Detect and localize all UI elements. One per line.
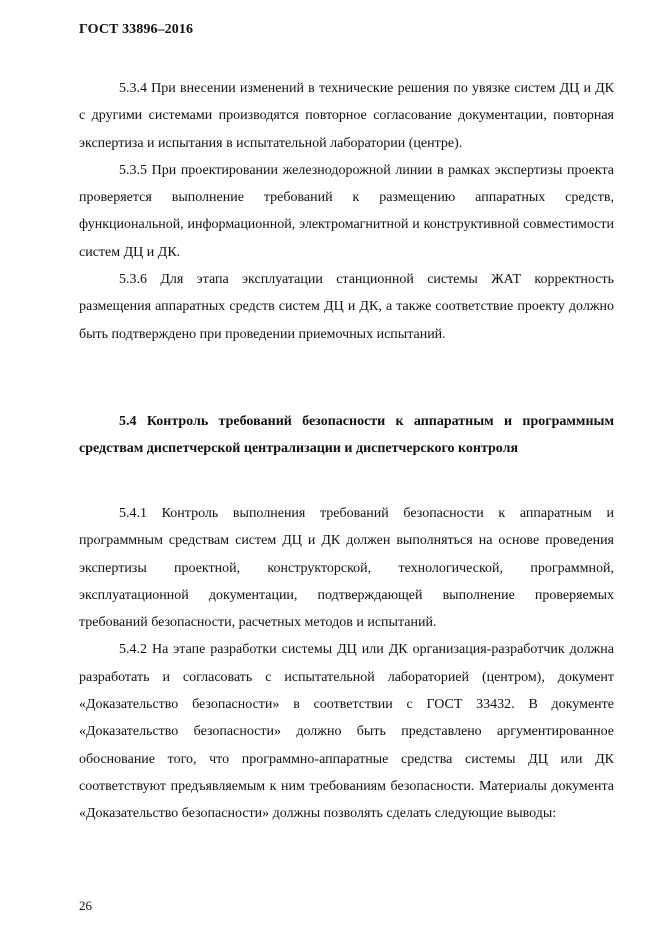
paragraph-5-4-1: 5.4.1 Контроль выполнения требований безопасности к аппаратным и программным средствам систем ДЦ и ДК должен выполняться на основе проведения экспертизы проектной, конструкторской, технологической, программной, эксплуатационной документации, подтверждающей выполнение проверяемых требований безопасности, расчетных методов и испытаний. bbox=[79, 506, 614, 631]
document-code-header: ГОСТ 33896–2016 bbox=[79, 22, 194, 37]
paragraphs-bottom bbox=[79, 500, 614, 828]
paragraph-5-3-6: 5.3.6 Для этапа эксплуатации станционной системы ЖАТ корректность размещения аппаратных средств систем ДЦ и ДК, а также соответствие проекту должно быть подтверждено при проведении приемочных испытаний. bbox=[79, 272, 614, 342]
page-number: 26 bbox=[79, 898, 92, 913]
paragraph-5-3-5: 5.3.5 При проектировании железнодорожной линии в рамках экспертизы проекта проверяется выполнение требований к размещению аппаратных средств, функциональной, информационной, электромагнитной и конструктивной совместимости систем ДЦ и ДК. bbox=[79, 162, 614, 260]
paragraph-5-3-4: 5.3.4 При внесении изменений в технические решения по увязке систем ДЦ и ДК с другими системами производятся повторное согласование документации, повторная экспертиза и испытания в испытательной лаборатории (центре). bbox=[79, 81, 614, 151]
paragraph-5-4-2: 5.4.2 На этапе разработки системы ДЦ или ДК организация-разработчик должна разработать и согласовать с испытательной лабораторией (центром), документ «Доказательство безопасности» в соответствии с ГОСТ 33432. В документе «Доказательство безопасности» должно быть представлено аргументированное обоснование того, что программно-аппаратные средства системы ДЦ или ДК соответствуют предъявляемым к ним требованиям безопасности. Материалы документа «Доказательство безопасности» должны позволять сделать следующие выводы: bbox=[79, 642, 614, 822]
paragraphs-top bbox=[79, 75, 614, 348]
section-heading-5-4: 5.4 Контроль требований безопасности к аппаратным и программным средствам диспетчерской централизации и диспетчерского контроля bbox=[79, 414, 614, 457]
